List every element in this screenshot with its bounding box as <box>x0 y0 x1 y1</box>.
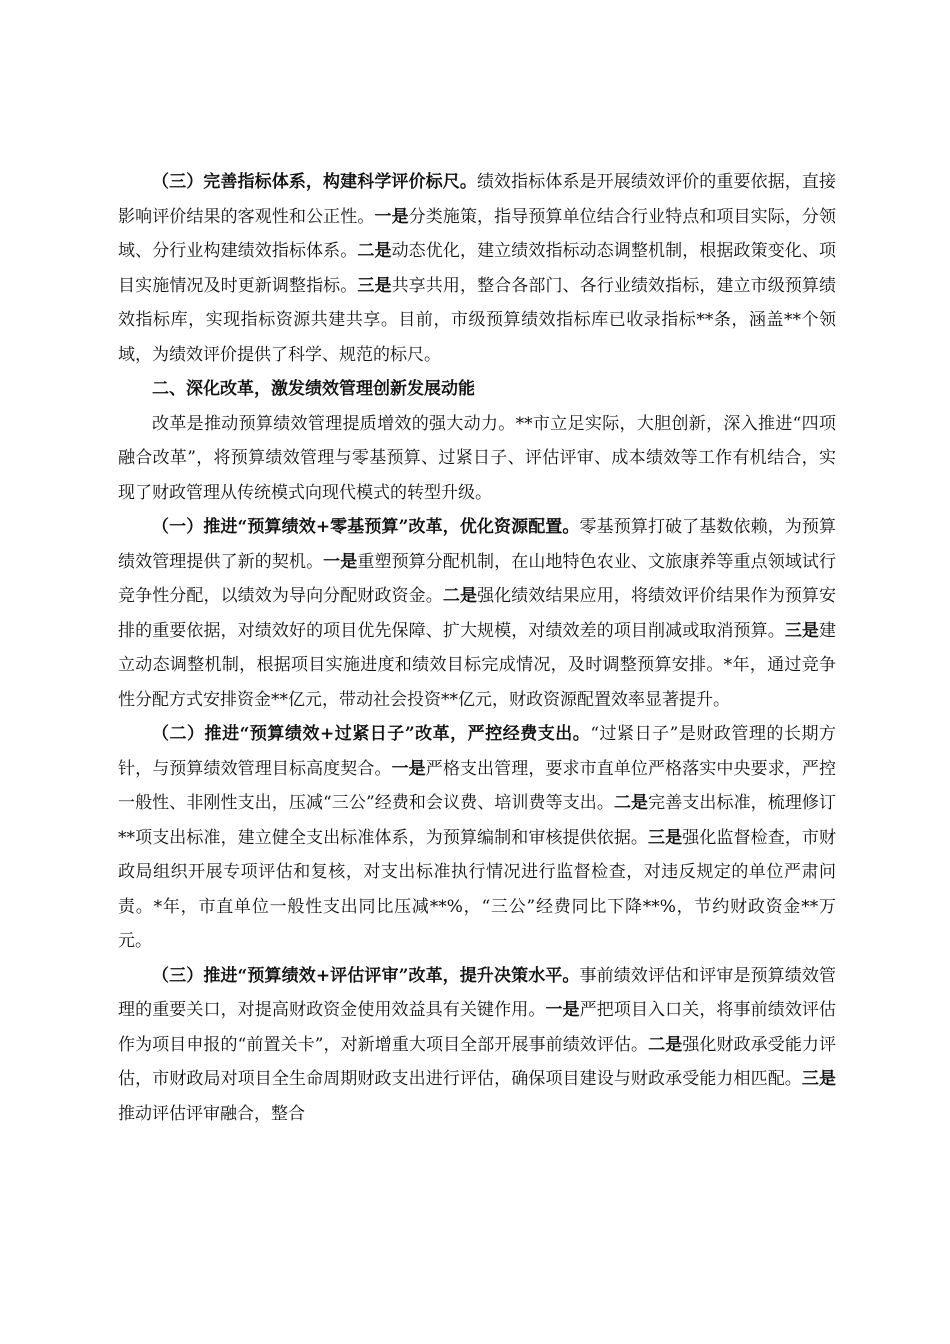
point-marker: 二是 <box>442 586 478 606</box>
point-marker: 二是 <box>613 793 649 813</box>
paragraph-text: 零基预算打破了基数依赖，为预算绩效管理提供了新的契机。 <box>118 517 836 572</box>
point-marker: 三是 <box>801 1069 837 1089</box>
paragraph-text: 事前绩效评估和评审是预算绩效管理的重要关口，对提高财政资金使用效益具有关键作用。 <box>118 965 836 1020</box>
paragraph-text: 分类施策，指导预算单位结合行业特点和项目实际，分领域、分行业构建绩效指标体系。 <box>118 206 837 261</box>
paragraph-text: 强化绩效结果应用，将绩效评价结果作为预算安排的重要依据，对绩效好的项目优先保障、扩大规模，对绩效差的项目削减或取消预算。 <box>118 586 837 641</box>
paragraph-text: 完善支出标准，梳理修订**项支出标准，建立健全支出标准体系，为预算编制和审核提供依据。 <box>118 793 836 848</box>
paragraph-evaluation-review <box>118 959 836 1132</box>
point-marker: 一是 <box>391 758 426 779</box>
point-marker: 一是 <box>545 1000 580 1020</box>
paragraph-text: “过紧日子”是财政管理的长期方针，与预算绩效管理目标高度契合。 <box>118 724 836 779</box>
paragraph-indicator-system <box>118 165 836 372</box>
point-marker: 一是 <box>323 551 358 572</box>
paragraph-text: 共享共用，整合各部门、各行业绩效指标，建立市级预算绩效指标库，实现指标资源共建共享。目前，市级预算绩效指标库已收录指标**条，涵盖**个领域，为绩效评价提供了科学、规范的标尺。 <box>118 275 837 365</box>
point-marker: 三是 <box>784 620 820 641</box>
point-marker: 一是 <box>374 206 409 227</box>
paragraph-text: 重塑预算分配机制，在山地特色农业、文旅康养等重点领域试行竞争性分配，以绩效为导向分配财政资金。 <box>118 551 837 606</box>
paragraph-text: 改革是推动预算绩效管理提质增效的强大动力。**市立足实际，大胆创新，深入推进“四项融合改革”，将预算绩效管理与零基预算、过紧日子、评估评审、成本绩效等工作有机结合，实现了财政管理从传统模式向现代模式的转型升级。 <box>118 413 836 503</box>
paragraph-lead: （二）推进“预算绩效+过紧日子”改革，严控经费支出。 <box>152 724 591 744</box>
point-marker: 二是 <box>648 1034 683 1055</box>
paragraph-reform-intro <box>118 407 836 511</box>
paragraph-text: 绩效指标体系是开展绩效评价的重要依据，直接影响评价结果的客观性和公正性。 <box>118 172 837 227</box>
paragraph-text: 建立动态调整机制，根据项目实施进度和绩效目标完成情况，及时调整预算安排。*年，通过竞争性分配方式安排资金**亿元，带动社会投资**亿元，财政资源配置效率显著提升。 <box>118 620 837 710</box>
section-heading <box>118 372 836 407</box>
point-marker: 三是 <box>357 275 392 296</box>
paragraph-lead: （一）推进“预算绩效+零基预算”改革，优化资源配置。 <box>152 517 580 537</box>
paragraph-tight-budget <box>118 717 836 959</box>
paragraph-lead: （三）完善指标体系，构建科学评价标尺。 <box>152 172 477 192</box>
paragraph-text: 强化财政承受能力评估，市财政局对项目全生命周期财政支出进行评估，确保项目建设与财政承受能力相匹配。 <box>118 1034 836 1089</box>
paragraph-text: 动态优化，建立绩效指标动态调整机制，根据政策变化、项目实施情况及时更新调整指标。 <box>118 241 837 296</box>
point-marker: 二是 <box>357 241 392 261</box>
paragraph-lead: （三）推进“预算绩效+评估评审”改革，提升决策水平。 <box>152 965 580 986</box>
paragraph-text: 严格支出管理，要求市直单位严格落实中央要求，严控一般性、非刚性支出，压减“三公”经费和会议费、培训费等支出。 <box>118 758 837 813</box>
document-body <box>118 165 836 1131</box>
paragraph-zero-based-budget <box>118 510 836 717</box>
point-marker: 三是 <box>648 827 683 848</box>
paragraph-text: 强化监督检查，市财政局组织开展专项评估和复核，对支出标准执行情况进行监督检查，对违反规定的单位严肃问责。*年，市直单位一般性支出同比压减**%，“三公”经费同比下降**%，节约财政资金**万元。 <box>118 827 837 951</box>
section-heading-text: 二、深化改革，激发绩效管理创新发展动能 <box>152 379 475 399</box>
paragraph-text: 严把项目入口关，将事前绩效评估作为项目申报的“前置关卡”，对新增重大项目全部开展事前绩效评估。 <box>118 1000 837 1055</box>
paragraph-text: 推动评估评审融合，整合 <box>118 1103 305 1124</box>
